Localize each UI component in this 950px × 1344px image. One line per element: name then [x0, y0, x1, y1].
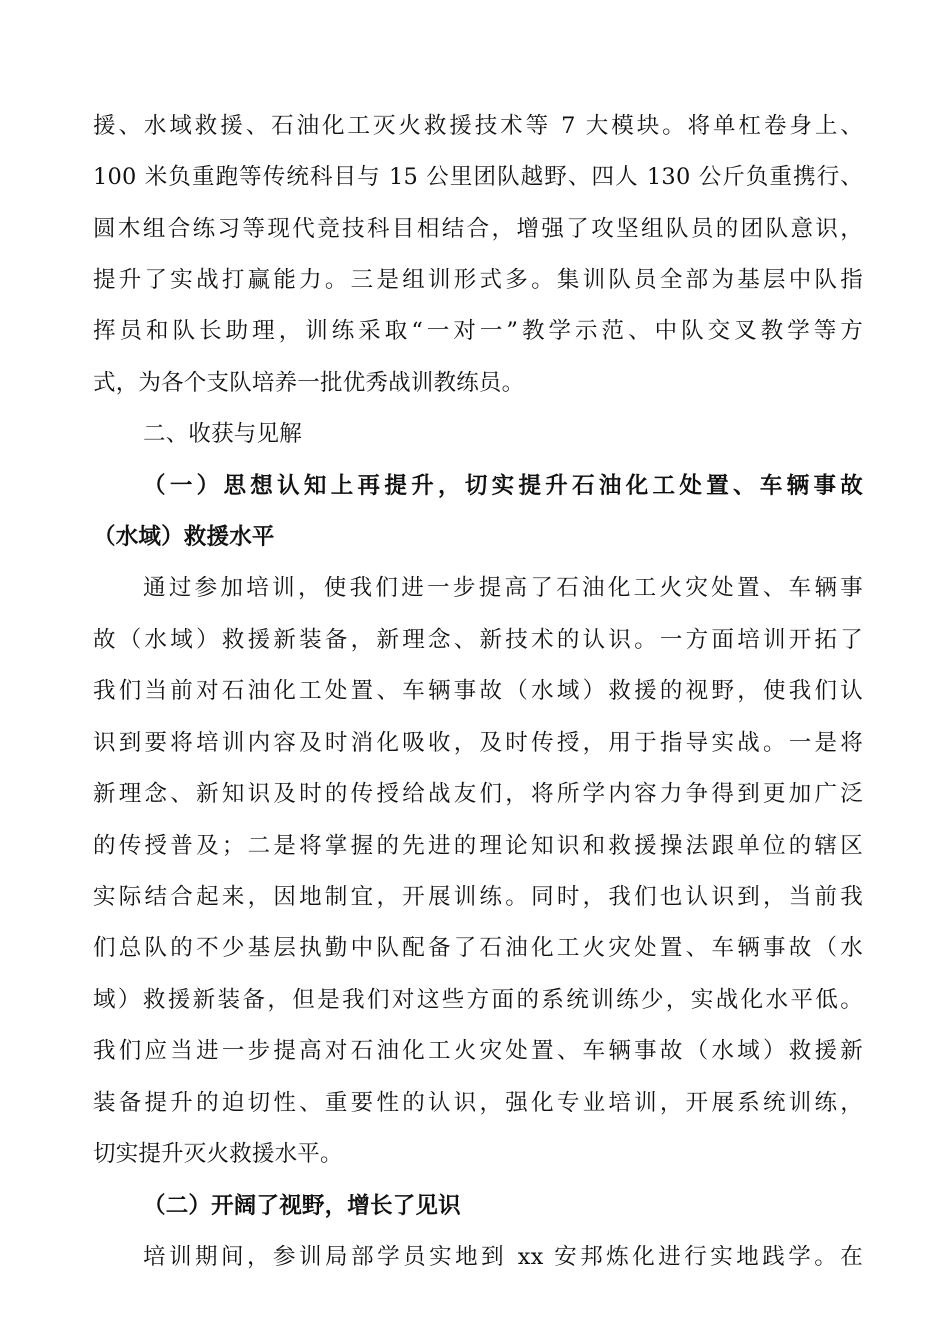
body-line: 100 米负重跑等传统科目与 15 公里团队越野、四人 130 公斤负重携行、: [93, 164, 863, 190]
body-line: 挥员和队长助理，训练采取“一对一”教学示范、中队交叉教学等方: [93, 318, 863, 344]
body-line: 们总队的不少基层执勤中队配备了石油化工火灾处置、车辆事故（水: [93, 935, 863, 961]
body-line: 提升了实战打赢能力。三是组训形式多。集训队员全部为基层中队指: [93, 267, 863, 293]
subsection-heading-continued: （水域）救援水平: [93, 524, 275, 550]
body-line: 切实提升灭火救援水平。: [93, 1141, 343, 1167]
body-line: 故（水域）救援新装备，新理念、新技术的认识。一方面培训开拓了: [93, 627, 863, 653]
body-line: 新理念、新知识及时的传授给战友们，将所学内容力争得到更加广泛: [93, 781, 863, 807]
section-heading: 二、收获与见解: [143, 421, 302, 447]
subsection-heading: （二）开阔了视野，增长了见识: [143, 1193, 461, 1219]
body-line: 圆木组合练习等现代竞技科目相结合，增强了攻坚组队员的团队意识，: [93, 216, 863, 242]
subsection-heading: （一）思想认知上再提升，切实提升石油化工处置、车辆事故: [143, 473, 863, 499]
body-line: 式，为各个支队培养一批优秀战训教练员。: [93, 370, 525, 396]
body-line: 援、水域救援、石油化工灭火救援技术等 7 大模块。将单杠卷身上、: [93, 113, 863, 139]
body-line: 装备提升的迫切性、重要性的认识，强化专业培训，开展系统训练，: [93, 1090, 863, 1116]
body-line: 我们当前对石油化工处置、车辆事故（水域）救援的视野，使我们认: [93, 678, 863, 704]
body-line: 的传授普及；二是将掌握的先进的理论知识和救援操法跟单位的辖区: [93, 833, 863, 859]
body-line: 我们应当进一步提高对石油化工火灾处置、车辆事故（水域）救援新: [93, 1038, 863, 1064]
body-line: 识到要将培训内容及时消化吸收，及时传授，用于指导实战。一是将: [93, 730, 863, 756]
body-line: 实际结合起来，因地制宜，开展训练。同时，我们也认识到，当前我: [93, 884, 863, 910]
body-line: 培训期间，参训局部学员实地到 xx 安邦炼化进行实地践学。在: [143, 1244, 863, 1270]
body-line: 域）救援新装备，但是我们对这些方面的系统训练少，实战化水平低。: [93, 987, 863, 1013]
body-line: 通过参加培训，使我们进一步提高了石油化工火灾处置、车辆事: [143, 575, 863, 601]
